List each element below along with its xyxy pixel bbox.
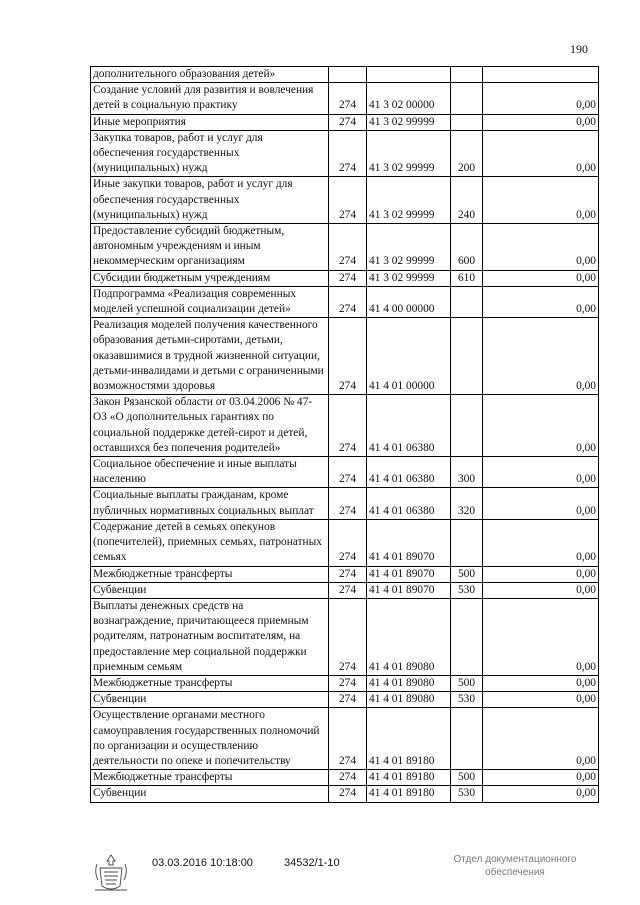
row-amount-cell: 0,00 <box>483 177 599 224</box>
row-name-cell: Субвенции <box>91 786 329 802</box>
table-row <box>91 224 599 271</box>
budget-table <box>90 66 599 803</box>
budget-table-body <box>91 67 599 803</box>
row-target-article-cell: 41 3 02 99999 <box>367 177 451 224</box>
row-expense-type-cell <box>451 395 483 457</box>
table-row <box>91 286 599 317</box>
row-target-article-cell: 41 3 02 99999 <box>367 130 451 177</box>
row-name-cell: Социальные выплаты гражданам, кроме публичных нормативных социальных выплат <box>91 488 329 519</box>
row-name-cell: Закон Рязанской области от 03.04.2006 № 47-ОЗ «О дополнительных гарантиях по социальной поддержке детей-сирот и детей, оставшихся без попечения родителей» <box>91 395 329 457</box>
row-expense-type-cell: 200 <box>451 130 483 177</box>
row-target-article-cell: 41 3 02 00000 <box>367 83 451 114</box>
row-amount-cell: 0,00 <box>483 286 599 317</box>
row-grbs-cell: 274 <box>329 770 367 786</box>
row-amount-cell: 0,00 <box>483 488 599 519</box>
row-expense-type-cell: 530 <box>451 692 483 708</box>
row-target-article-cell: 41 4 01 89070 <box>367 566 451 582</box>
row-name-cell: Закупка товаров, работ и услуг для обеспечения государственных (муниципальных) нужд <box>91 130 329 177</box>
row-grbs-cell: 274 <box>329 318 367 395</box>
table-row <box>91 67 599 83</box>
row-amount-cell: 0,00 <box>483 83 599 114</box>
row-grbs-cell: 274 <box>329 598 367 675</box>
table-row <box>91 566 599 582</box>
row-expense-type-cell <box>451 83 483 114</box>
row-name-cell: Реализация моделей получения качественного образования детьми-сиротами, детьми, оказавшимися в трудной жизненной ситуации, детьми-инвалидами и детьми с ограниченными возможностями здоровья <box>91 318 329 395</box>
row-expense-type-cell <box>451 519 483 566</box>
row-amount-cell: 0,00 <box>483 675 599 691</box>
table-row <box>91 519 599 566</box>
table-row <box>91 692 599 708</box>
row-expense-type-cell: 500 <box>451 675 483 691</box>
table-row <box>91 675 599 691</box>
row-grbs-cell: 274 <box>329 114 367 130</box>
row-expense-type-cell: 500 <box>451 566 483 582</box>
row-expense-type-cell <box>451 114 483 130</box>
row-amount-cell: 0,00 <box>483 566 599 582</box>
row-target-article-cell: 41 3 02 99999 <box>367 114 451 130</box>
stamp-line-2: обеспечения <box>485 867 545 878</box>
row-grbs-cell: 274 <box>329 488 367 519</box>
stamp-line-1: Отдел документационного <box>453 854 577 865</box>
row-target-article-cell: 41 3 02 99999 <box>367 270 451 286</box>
row-amount-cell: 0,00 <box>483 692 599 708</box>
row-amount-cell: 0,00 <box>483 395 599 457</box>
row-target-article-cell: 41 4 01 89180 <box>367 770 451 786</box>
table-row <box>91 786 599 802</box>
row-grbs-cell: 274 <box>329 224 367 271</box>
row-name-cell: Осуществление органами местного самоуправления государственных полномочий по организации и осуществлению деятельности по опеке и попечительству <box>91 708 329 770</box>
row-expense-type-cell <box>451 708 483 770</box>
table-row <box>91 488 599 519</box>
row-expense-type-cell: 530 <box>451 786 483 802</box>
row-amount-cell: 0,00 <box>483 519 599 566</box>
row-grbs-cell: 274 <box>329 566 367 582</box>
row-name-cell: Выплаты денежных средств на вознаграждение, причитающееся приемным родителям, патронатным воспитателям, на предоставление мер социальной поддержки приемным семьям <box>91 598 329 675</box>
row-name-cell: Субсидии бюджетным учреждениям <box>91 270 329 286</box>
row-expense-type-cell: 530 <box>451 582 483 598</box>
footer-document-number: 34532/1-10 <box>284 857 340 869</box>
row-target-article-cell: 41 4 01 89180 <box>367 786 451 802</box>
row-amount-cell: 0,00 <box>483 457 599 488</box>
row-grbs-cell: 274 <box>329 286 367 317</box>
table-row <box>91 708 599 770</box>
row-expense-type-cell <box>451 318 483 395</box>
row-expense-type-cell <box>451 67 483 83</box>
coat-of-arms-icon <box>92 852 130 894</box>
row-target-article-cell: 41 3 02 99999 <box>367 224 451 271</box>
row-amount-cell: 0,00 <box>483 224 599 271</box>
table-row <box>91 770 599 786</box>
row-target-article-cell: 41 4 01 89180 <box>367 708 451 770</box>
row-amount-cell: 0,00 <box>483 270 599 286</box>
row-target-article-cell: 41 4 01 06380 <box>367 488 451 519</box>
table-row <box>91 114 599 130</box>
row-amount-cell: 0,00 <box>483 114 599 130</box>
row-grbs-cell: 274 <box>329 130 367 177</box>
row-grbs-cell: 274 <box>329 270 367 286</box>
row-amount-cell: 0,00 <box>483 598 599 675</box>
row-target-article-cell: 41 4 01 89070 <box>367 582 451 598</box>
table-row <box>91 270 599 286</box>
row-expense-type-cell: 500 <box>451 770 483 786</box>
row-expense-type-cell: 300 <box>451 457 483 488</box>
row-target-article-cell: 41 4 01 89070 <box>367 519 451 566</box>
row-amount-cell <box>483 67 599 83</box>
footer-datetime: 03.03.2016 10:18:00 <box>152 857 253 869</box>
row-name-cell: Иные мероприятия <box>91 114 329 130</box>
table-row <box>91 177 599 224</box>
row-grbs-cell: 274 <box>329 582 367 598</box>
row-target-article-cell: 41 4 00 00000 <box>367 286 451 317</box>
row-expense-type-cell <box>451 286 483 317</box>
row-amount-cell: 0,00 <box>483 708 599 770</box>
row-expense-type-cell: 610 <box>451 270 483 286</box>
row-name-cell: Создание условий для развития и вовлечения детей в социальную практику <box>91 83 329 114</box>
table-row <box>91 457 599 488</box>
table-row <box>91 83 599 114</box>
row-grbs-cell: 274 <box>329 177 367 224</box>
table-row <box>91 598 599 675</box>
row-expense-type-cell: 600 <box>451 224 483 271</box>
table-row <box>91 130 599 177</box>
row-grbs-cell: 274 <box>329 83 367 114</box>
table-row <box>91 318 599 395</box>
row-expense-type-cell: 320 <box>451 488 483 519</box>
row-name-cell: Подпрограмма «Реализация современных моделей успешной социализации детей» <box>91 286 329 317</box>
row-name-cell: Межбюджетные трансферты <box>91 566 329 582</box>
row-amount-cell: 0,00 <box>483 770 599 786</box>
row-amount-cell: 0,00 <box>483 786 599 802</box>
row-target-article-cell: 41 4 01 06380 <box>367 457 451 488</box>
row-name-cell: Содержание детей в семьях опекунов (попечителей), приемных семьях, патронатных семьях <box>91 519 329 566</box>
row-name-cell: Межбюджетные трансферты <box>91 675 329 691</box>
row-grbs-cell: 274 <box>329 786 367 802</box>
row-grbs-cell: 274 <box>329 708 367 770</box>
row-target-article-cell: 41 4 01 06380 <box>367 395 451 457</box>
row-target-article-cell <box>367 67 451 83</box>
row-name-cell: Социальное обеспечение и иные выплаты населению <box>91 457 329 488</box>
row-name-cell: Субвенции <box>91 582 329 598</box>
row-grbs-cell: 274 <box>329 519 367 566</box>
row-name-cell: Межбюджетные трансферты <box>91 770 329 786</box>
row-amount-cell: 0,00 <box>483 318 599 395</box>
row-grbs-cell: 274 <box>329 457 367 488</box>
table-row <box>91 395 599 457</box>
row-target-article-cell: 41 4 01 89080 <box>367 692 451 708</box>
row-expense-type-cell: 240 <box>451 177 483 224</box>
department-stamp <box>440 853 590 879</box>
row-amount-cell: 0,00 <box>483 582 599 598</box>
row-target-article-cell: 41 4 01 89080 <box>367 675 451 691</box>
page-footer <box>0 848 640 898</box>
row-amount-cell: 0,00 <box>483 130 599 177</box>
row-expense-type-cell <box>451 598 483 675</box>
row-grbs-cell <box>329 67 367 83</box>
row-target-article-cell: 41 4 01 00000 <box>367 318 451 395</box>
row-target-article-cell: 41 4 01 89080 <box>367 598 451 675</box>
row-grbs-cell: 274 <box>329 675 367 691</box>
row-grbs-cell: 274 <box>329 395 367 457</box>
row-name-cell: Субвенции <box>91 692 329 708</box>
row-name-cell: Иные закупки товаров, работ и услуг для обеспечения государственных (муниципальных) нужд <box>91 177 329 224</box>
row-grbs-cell: 274 <box>329 692 367 708</box>
table-row <box>91 582 599 598</box>
page-number: 190 <box>570 42 588 56</box>
row-name-cell: дополнительного образования детей» <box>91 67 329 83</box>
row-name-cell: Предоставление субсидий бюджетным, автономным учреждениям и иным некоммерческим организациям <box>91 224 329 271</box>
